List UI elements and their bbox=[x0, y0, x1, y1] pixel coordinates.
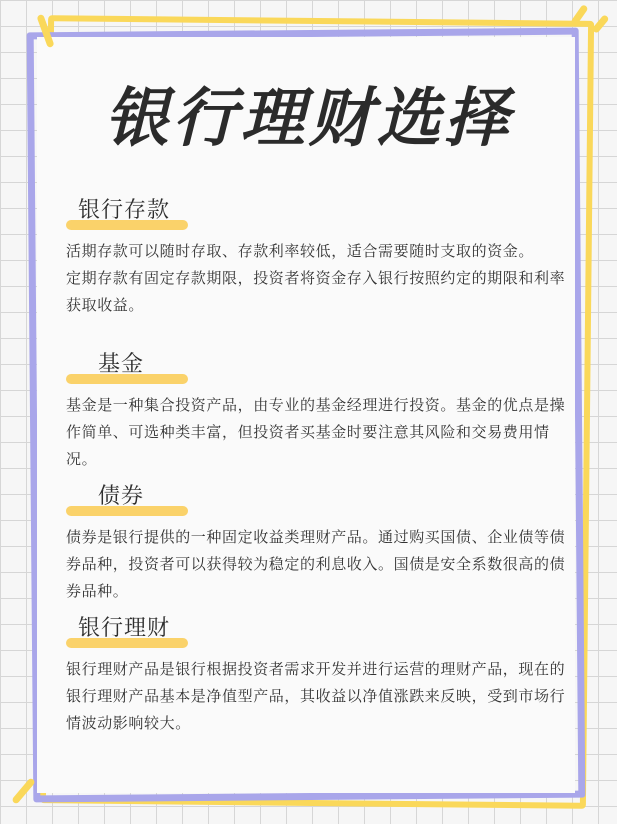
section-paragraph: 活期存款可以随时存取、存款利率较低，适合需要随时支取的资金。 bbox=[66, 242, 535, 260]
section-heading: 基金 bbox=[98, 352, 145, 377]
section-paragraph: 定期存款有固定存款期限，投资者将资金存入银行按照约定的期限和利率获取收益。 bbox=[66, 269, 566, 314]
section-paragraph: 债券是银行提供的一种固定收益类理财产品。通过购买国债、企业债等债券品种，投资者可以获得较为稳定的利息收入。国债是安全系数很高的债券品种。 bbox=[66, 528, 566, 600]
page-title: 银行理财选择 bbox=[104, 82, 513, 156]
section-heading: 银行理财 bbox=[78, 616, 171, 641]
section-heading-wrap bbox=[66, 194, 566, 232]
section-bank-wealth-management bbox=[66, 612, 566, 737]
section-heading: 债券 bbox=[98, 484, 145, 509]
section-heading-wrap bbox=[66, 612, 566, 650]
section-paragraph: 银行理财产品是银行根据投资者需求开发并进行运营的理财产品，现在的银行理财产品基本是净值型产品，其收益以净值涨跌来反映，受到市场行情波动影响较大。 bbox=[66, 660, 566, 732]
section-heading-wrap bbox=[66, 480, 566, 518]
section-heading: 银行存款 bbox=[78, 198, 171, 223]
corner-stroke-decoration bbox=[591, 14, 609, 34]
section-bank-deposit bbox=[66, 194, 566, 319]
corner-stroke-decoration bbox=[11, 777, 36, 804]
section-heading-wrap bbox=[66, 348, 566, 386]
section-bond bbox=[66, 480, 566, 605]
section-fund bbox=[66, 348, 566, 473]
section-paragraph: 基金是一种集合投资产品，由专业的基金经理进行投资。基金的优点是操作简单、可选种类丰富，但投资者买基金时要注意其风险和交易费用情况。 bbox=[66, 396, 566, 468]
